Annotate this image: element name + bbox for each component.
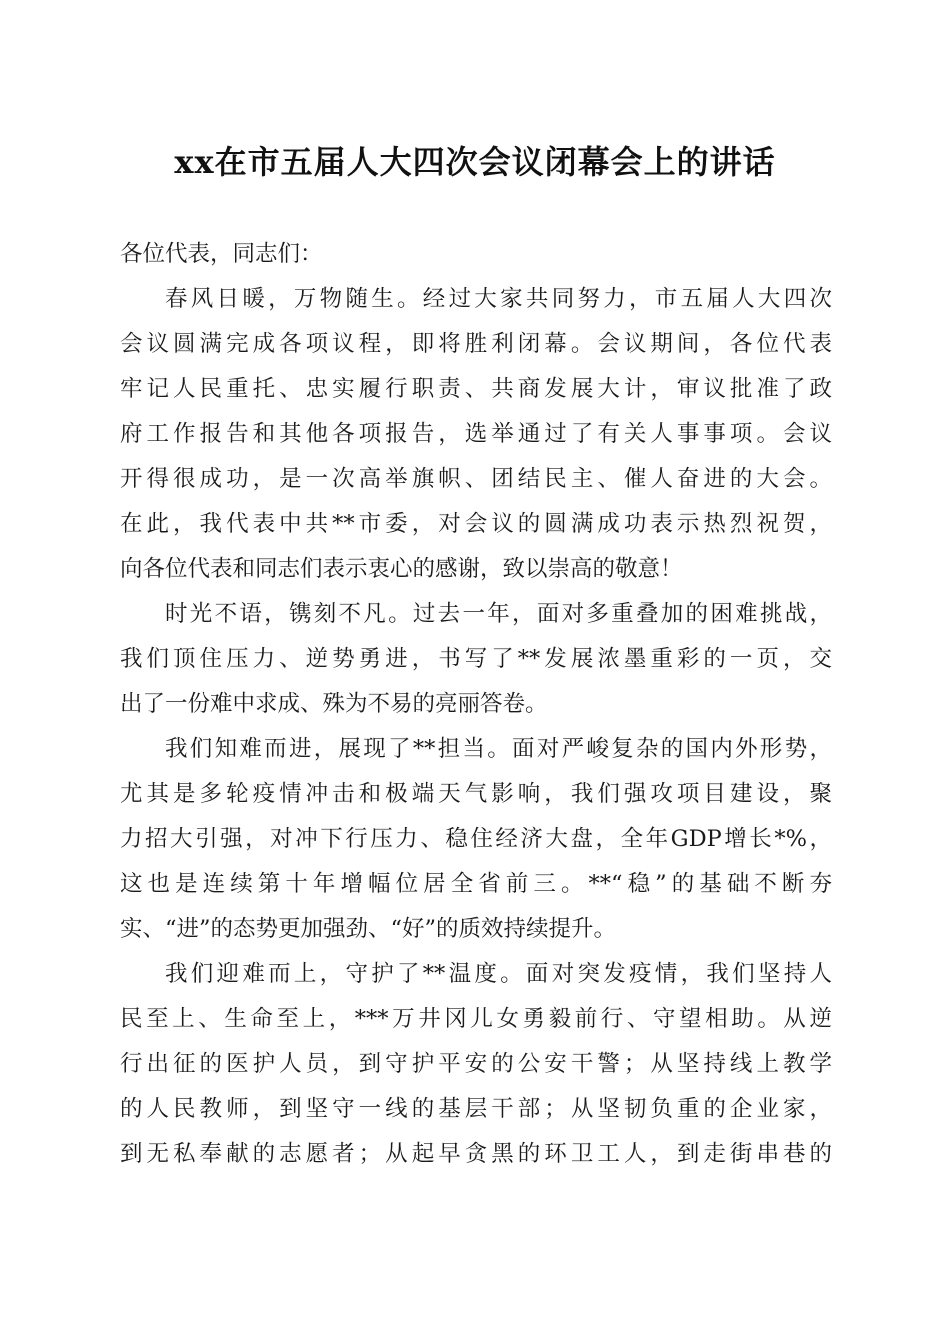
paragraph-line: 牢记人民重托、忠实履行职责、共商发展大计，审议批准了政	[120, 376, 832, 402]
paragraph-line: 实、“进”的态势更加强劲、“好”的质效持续提升。	[120, 916, 617, 942]
paragraph-line: 民至上、生命至上，***万井冈儿女勇毅前行、守望相助。从逆	[120, 1006, 832, 1032]
paragraph-line: 春风日暖，万物随生。经过大家共同努力，市五届人大四次	[165, 286, 832, 312]
paragraph-line: 尤其是多轮疫情冲击和极端天气影响，我们强攻项目建设，聚	[120, 781, 832, 807]
paragraph	[120, 727, 832, 952]
paragraph-line: 我们顶住压力、逆势勇进，书写了**发展浓墨重彩的一页，交	[120, 646, 832, 672]
paragraph-line: 时光不语，镌刻不凡。过去一年，面对多重叠加的困难挑战，	[165, 601, 832, 627]
paragraph	[120, 592, 832, 727]
paragraph-line: 行出征的医护人员，到守护平安的公安干警；从坚持线上教学	[120, 1051, 832, 1077]
paragraph-line: 会议圆满完成各项议程，即将胜利闭幕。会议期间，各位代表	[120, 331, 832, 357]
salutation: 各位代表，同志们：	[120, 241, 323, 267]
paragraph-line: 在此，我代表中共**市委，对会议的圆满成功表示热烈祝贺，	[120, 511, 832, 537]
paragraph-line: 这也是连续第十年增幅位居全省前三。**“稳”的基础不断夯	[120, 871, 832, 897]
document-body	[120, 232, 832, 1177]
paragraph-line: 开得很成功，是一次高举旗帜、团结民主、催人奋进的大会。	[120, 466, 832, 492]
paragraph-line: 到无私奉献的志愿者；从起早贪黑的环卫工人，到走街串巷的	[120, 1141, 832, 1167]
paragraph-line: 我们迎难而上，守护了**温度。面对突发疫情，我们坚持人	[165, 961, 832, 987]
paragraph-line: 出了一份难中求成、殊为不易的亮丽答卷。	[120, 691, 548, 717]
paragraph-line: 府工作报告和其他各项报告，选举通过了有关人事事项。会议	[120, 421, 832, 447]
paragraph-line: 力招大引强，对冲下行压力、稳住经济大盘，全年GDP增长*%，	[120, 826, 832, 852]
paragraph-line: 向各位代表和同志们表示衷心的感谢，致以崇高的敬意！	[120, 556, 683, 582]
paragraph	[120, 277, 832, 592]
paragraph-line: 的人民教师，到坚守一线的基层干部；从坚韧负重的企业家，	[120, 1096, 832, 1122]
document-title: xx在市五届人大四次会议闭幕会上的讲话	[174, 143, 776, 181]
paragraph-line: 我们知难而进，展现了**担当。面对严峻复杂的国内外形势，	[165, 736, 832, 762]
paragraph	[120, 952, 832, 1177]
